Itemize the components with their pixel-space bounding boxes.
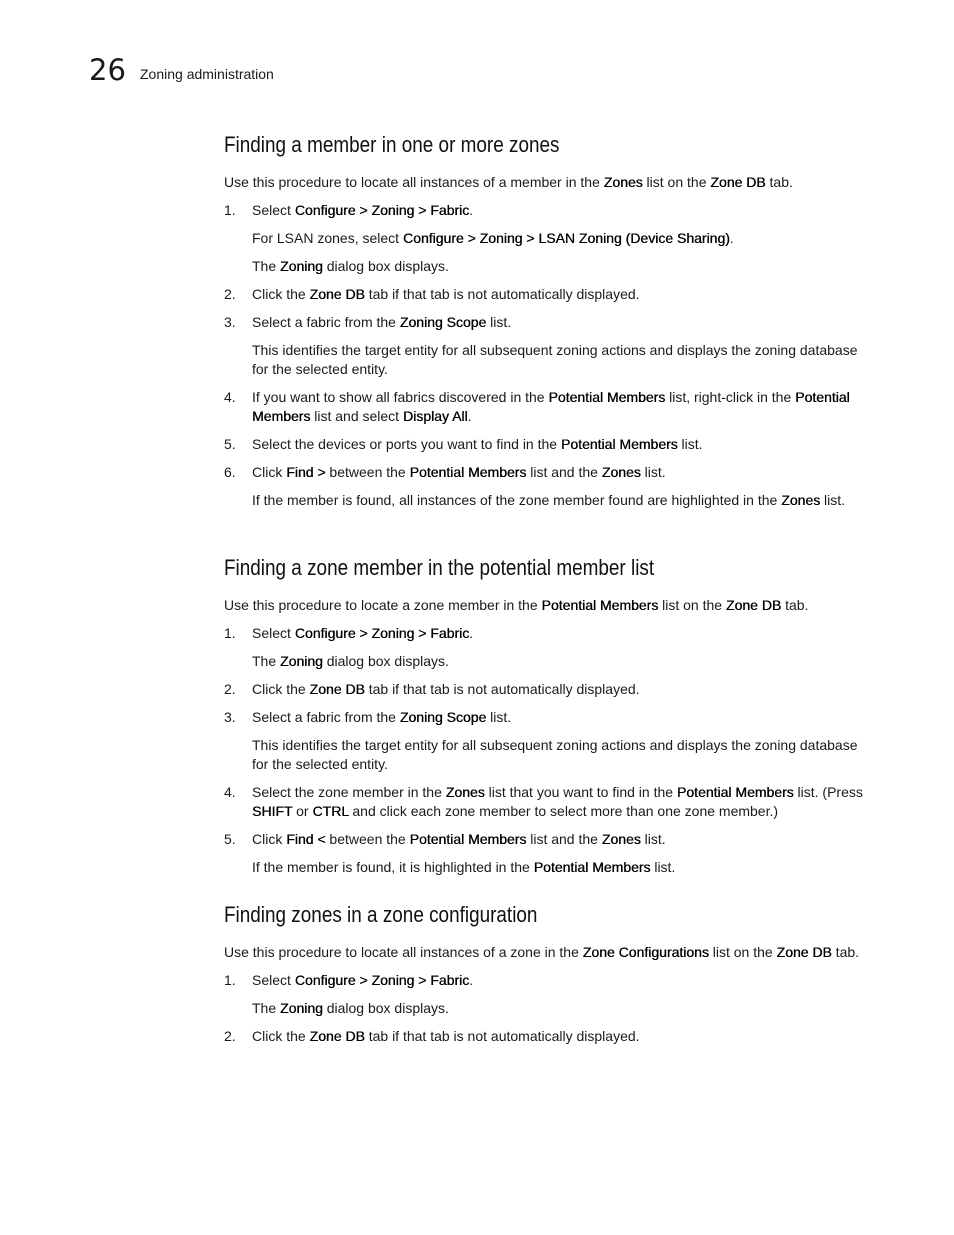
list-item xyxy=(224,783,874,821)
step-number: 2. xyxy=(224,1028,236,1044)
list-item xyxy=(224,313,874,379)
ui-term: Potential Members xyxy=(560,436,678,452)
ui-term: Zoning xyxy=(280,1000,323,1016)
text-run: . xyxy=(469,202,474,218)
text-run: list. xyxy=(486,709,512,725)
step-note xyxy=(252,858,874,877)
text-run: list. xyxy=(820,492,846,508)
step-note xyxy=(252,999,874,1018)
text-run: Select xyxy=(252,625,295,641)
ui-term: Zone DB xyxy=(309,1028,365,1044)
step-note xyxy=(252,257,874,276)
ui-term: SHIFT xyxy=(252,803,293,819)
ui-term: Zoning xyxy=(280,258,323,274)
step-list xyxy=(224,201,874,510)
ui-term: Display All xyxy=(402,408,468,424)
text-run: Use this procedure to locate all instances of a zone in the xyxy=(224,944,583,960)
ui-term: Zone DB xyxy=(309,286,365,302)
step-text xyxy=(252,1027,874,1046)
ui-term: Configure > Zoning > Fabric xyxy=(294,202,470,218)
text-run: dialog box displays. xyxy=(322,653,449,669)
list-item xyxy=(224,285,874,304)
chapter-number: 26 xyxy=(89,53,126,87)
step-number: 1. xyxy=(224,202,236,218)
text-run: list on the xyxy=(658,597,726,613)
text-run: list. (Press xyxy=(793,784,863,800)
ui-term: Zones xyxy=(781,492,821,508)
text-run: Click the xyxy=(252,1028,310,1044)
step-number: 4. xyxy=(224,389,236,405)
text-run: For LSAN zones, select xyxy=(252,230,403,246)
section-finding-zones xyxy=(224,901,874,1046)
text-run: Use this procedure to locate all instances of a member in the xyxy=(224,174,604,190)
text-run: If you want to show all fabrics discovered in the xyxy=(252,389,549,405)
text-run: Click xyxy=(252,831,287,847)
step-number: 6. xyxy=(224,464,236,480)
step-number: 3. xyxy=(224,709,236,725)
section-title: Finding a zone member in the potential member list xyxy=(224,555,655,580)
ui-term: Zones xyxy=(601,831,641,847)
ui-term: Find > xyxy=(286,464,326,480)
step-text xyxy=(252,783,874,821)
step-note xyxy=(252,652,874,671)
text-run: . xyxy=(469,625,474,641)
text-run: If the member is found, all instances of the zone member found are highlighted in the xyxy=(252,492,782,508)
step-text xyxy=(252,624,874,643)
text-run: Select the zone member in the xyxy=(252,784,446,800)
list-item xyxy=(224,435,874,454)
text-run: list. xyxy=(640,464,666,480)
text-run: tab. xyxy=(831,944,860,960)
ui-term: Zone DB xyxy=(710,174,766,190)
text-run: If the member is found, it is highlighted in the xyxy=(252,859,534,875)
text-run: The xyxy=(252,1000,281,1016)
list-item xyxy=(224,680,874,699)
text-run: and click each zone member to select more than one zone member.) xyxy=(348,803,779,819)
ui-term: Zone DB xyxy=(776,944,832,960)
ui-term: Zone DB xyxy=(309,681,365,697)
ui-term: Potential Members xyxy=(548,389,666,405)
text-run: Select the devices or ports you want to find in the xyxy=(252,436,561,452)
ui-term: Zoning xyxy=(280,653,323,669)
text-run: tab. xyxy=(765,174,793,190)
ui-term: Potential Members xyxy=(533,859,651,875)
section-intro xyxy=(224,943,874,962)
step-text xyxy=(252,463,874,482)
step-list xyxy=(224,624,874,877)
text-run: list on the xyxy=(642,174,711,190)
text-run: tab if that tab is not automatically displayed. xyxy=(364,681,640,697)
text-run: dialog box displays. xyxy=(322,1000,449,1016)
ui-term: Configure > Zoning > Fabric xyxy=(294,625,470,641)
step-number: 1. xyxy=(224,625,236,641)
text-run: between the xyxy=(325,464,410,480)
ui-term: Potential Members xyxy=(409,831,527,847)
list-item xyxy=(224,830,874,877)
text-run: or xyxy=(292,803,313,819)
text-run: list and the xyxy=(526,464,602,480)
text-run: The xyxy=(252,258,281,274)
step-note xyxy=(252,491,874,510)
list-item xyxy=(224,463,874,510)
text-run: Click the xyxy=(252,286,310,302)
ui-term: Zoning Scope xyxy=(399,314,487,330)
text-run: list and the xyxy=(526,831,602,847)
list-item xyxy=(224,624,874,671)
text-run: dialog box displays. xyxy=(322,258,449,274)
step-text xyxy=(252,388,874,426)
text-run: list and select xyxy=(310,408,403,424)
ui-term: Zoning Scope xyxy=(399,709,487,725)
text-run: list. xyxy=(677,436,703,452)
step-note xyxy=(252,341,874,379)
step-number: 5. xyxy=(224,831,236,847)
step-number: 2. xyxy=(224,681,236,697)
text-run: Select a fabric from the xyxy=(252,314,400,330)
text-run: list, right-click in the xyxy=(665,389,796,405)
step-text xyxy=(252,201,874,220)
step-note xyxy=(252,736,874,774)
section-intro xyxy=(224,596,874,615)
step-note xyxy=(252,229,874,248)
step-number: 2. xyxy=(224,286,236,302)
list-item xyxy=(224,1027,874,1046)
text-run: This identifies the target entity for all subsequent zoning actions and displays the zoning database for the selected entity. xyxy=(252,342,858,377)
ui-term: Potential Members xyxy=(409,464,527,480)
text-run: tab if that tab is not automatically displayed. xyxy=(364,1028,640,1044)
step-text xyxy=(252,285,874,304)
text-run: Use this procedure to locate a zone member in the xyxy=(224,597,542,613)
step-text xyxy=(252,971,874,990)
ui-term: Zone DB xyxy=(725,597,782,613)
ui-term: Potential Members xyxy=(541,597,659,613)
ui-term: Find < xyxy=(286,831,326,847)
text-run: Select xyxy=(252,972,295,988)
ui-term: Zones xyxy=(445,784,485,800)
list-item xyxy=(224,388,874,426)
text-run: between the xyxy=(325,831,410,847)
text-run: . xyxy=(729,230,734,246)
section-title: Finding a member in one or more zones xyxy=(224,132,560,157)
step-text xyxy=(252,830,874,849)
text-run: list. xyxy=(640,831,666,847)
text-run: This identifies the target entity for all subsequent zoning actions and displays the zoning database for the selected entity. xyxy=(252,737,858,772)
text-run: Click the xyxy=(252,681,310,697)
list-item xyxy=(224,708,874,774)
text-run: list. xyxy=(650,859,676,875)
text-run: list. xyxy=(486,314,512,330)
text-run: Select a fabric from the xyxy=(252,709,400,725)
step-text xyxy=(252,313,874,332)
step-number: 4. xyxy=(224,784,236,800)
ui-term: Zone Configurations xyxy=(582,944,709,960)
section-finding-zone-member xyxy=(224,554,874,877)
step-number: 1. xyxy=(224,972,236,988)
text-run: tab. xyxy=(781,597,809,613)
list-item xyxy=(224,201,874,276)
section-title: Finding zones in a zone configuration xyxy=(224,902,538,927)
list-item xyxy=(224,971,874,1018)
text-run: . xyxy=(467,408,472,424)
text-run: . xyxy=(469,972,474,988)
ui-term: Potential Members xyxy=(252,389,850,424)
ui-term: Potential Members xyxy=(676,784,794,800)
step-list xyxy=(224,971,874,1046)
step-text xyxy=(252,680,874,699)
text-run: list on the xyxy=(708,944,777,960)
ui-term: Configure > Zoning > LSAN Zoning (Device Sharing) xyxy=(402,230,730,246)
text-run: Click xyxy=(252,464,287,480)
step-number: 5. xyxy=(224,436,236,452)
text-run: tab if that tab is not automatically displayed. xyxy=(364,286,640,302)
step-text xyxy=(252,435,874,454)
section-intro xyxy=(224,173,874,192)
ui-term: Zones xyxy=(603,174,643,190)
step-number: 3. xyxy=(224,314,236,330)
ui-term: Zones xyxy=(601,464,641,480)
text-run: The xyxy=(252,653,281,669)
text-run: Select xyxy=(252,202,295,218)
step-text xyxy=(252,708,874,727)
chapter-title: Zoning administration xyxy=(140,66,274,82)
text-run: list that you want to find in the xyxy=(484,784,677,800)
section-finding-member xyxy=(224,131,874,510)
ui-term: Configure > Zoning > Fabric xyxy=(294,972,470,988)
ui-term: CTRL xyxy=(312,803,349,819)
